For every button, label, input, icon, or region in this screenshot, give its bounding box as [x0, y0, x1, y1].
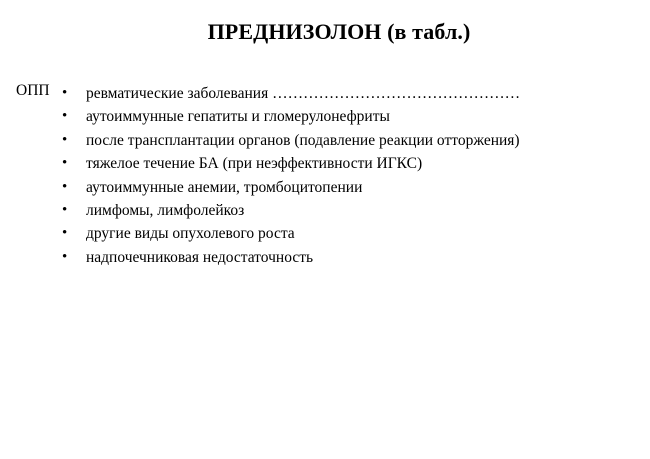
list-item-text: ревматические заболевания …………………………………………	[86, 85, 521, 102]
bullet-icon: •	[62, 248, 68, 265]
bullet-icon: •	[62, 155, 68, 172]
bullet-icon: •	[62, 201, 68, 218]
list-item	[62, 246, 520, 269]
list-item	[62, 82, 520, 105]
list-item	[62, 129, 520, 152]
list-item	[62, 105, 520, 128]
bullet-icon: •	[62, 225, 68, 242]
list-item-text: надпочечниковая недостаточность	[86, 248, 314, 266]
bullet-icon: •	[62, 131, 68, 148]
list-item-text: тяжелое течение БА (при неэффективности ИГКС)	[86, 155, 423, 173]
bullet-icon: •	[62, 108, 68, 125]
list-item-text: аутоиммунные гепатиты и гломерулонефриты	[86, 108, 390, 126]
list-item	[62, 199, 520, 222]
list-item-text: после трансплантации органов (подавление реакции отторжения)	[86, 131, 520, 149]
list-item-text: аутоиммунные анемии, тромбоцитопении	[86, 178, 363, 196]
slide-title: ПРЕДНИЗОЛОН (в табл.)	[207, 19, 471, 44]
list-item	[62, 176, 520, 199]
bullet-icon: •	[62, 85, 68, 101]
list-item	[62, 222, 520, 245]
indications-list	[62, 82, 520, 269]
bullet-icon: •	[62, 178, 68, 195]
section-label: ОПП	[16, 82, 50, 99]
list-item-text: другие виды опухолевого роста	[86, 225, 295, 243]
list-item-text: лимфомы, лимфолейкоз	[86, 201, 245, 219]
list-item	[62, 152, 520, 175]
